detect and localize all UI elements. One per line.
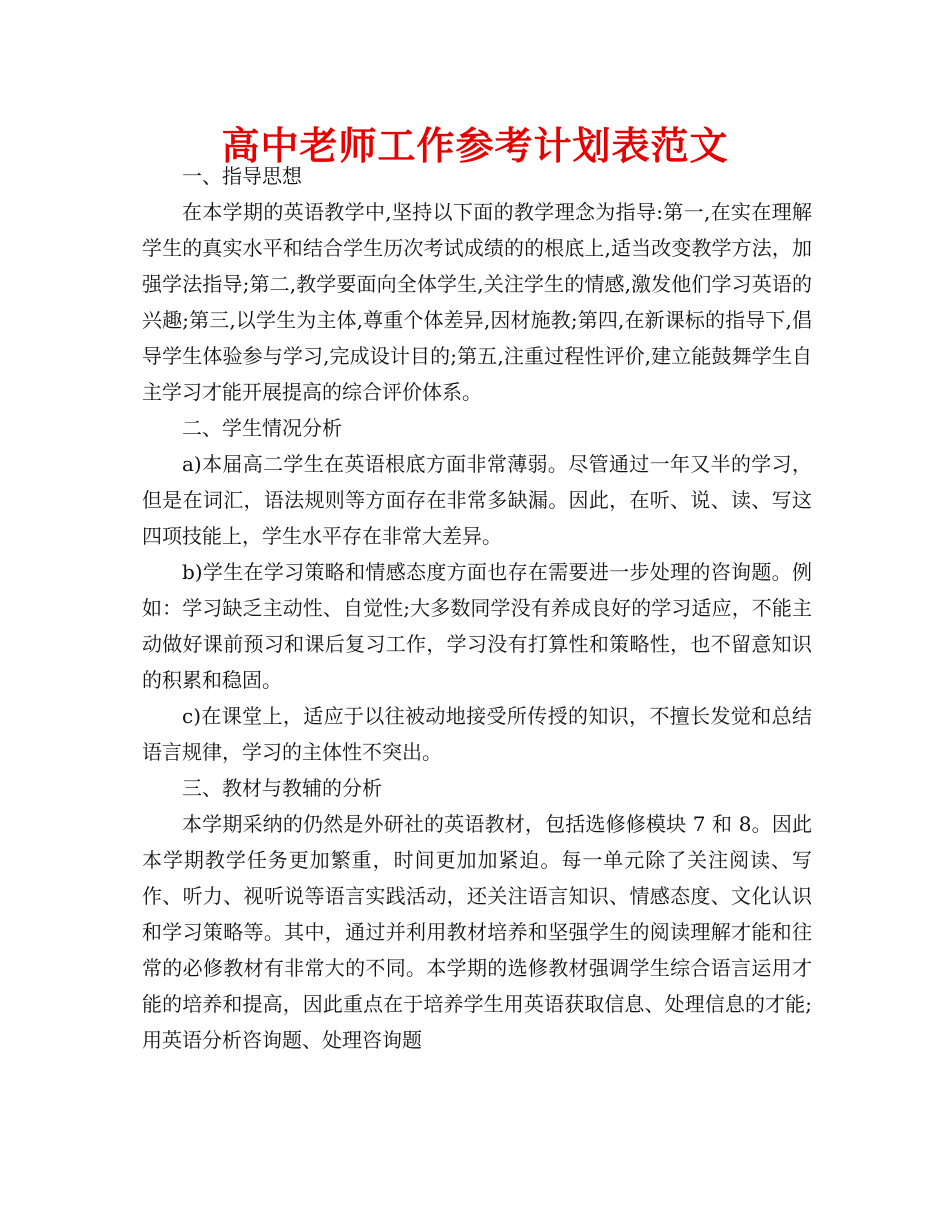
document-body: [142, 158, 812, 1058]
section-heading-textbook-analysis: 三、教材与教辅的分析: [182, 776, 382, 800]
document-title: 高中老师工作参考计划表范文: [221, 124, 729, 168]
section-heading-guiding-ideology: 一、指导思想: [182, 164, 302, 188]
paragraph-student-analysis-c: c)在课堂上，适应于以往被动地接受所传授的知识，不擅长发觉和总结语言规律，学习的主体性不突出。: [142, 704, 812, 764]
paragraph-textbook-analysis: 本学期采纳的仍然是外研社的英语教材，包括选修修模块 7 和 8。因此本学期教学任务更加繁重，时间更加加紧迫。每一单元除了关注阅读、写作、听力、视听说等语言实践活动，还关注语言知识、情感态度、文化认识和学习策略等。其中，通过并利用教材培养和坚强学生的阅读理解才能和往常的必修教材有非常大的不同。本学期的选修教材强调学生综合语言运用才能的培养和提高，因此重点在于培养学生用英语获取信息、处理信息的才能;用英语分析咨询题、处理咨询题: [142, 812, 812, 1052]
paragraph-guiding-ideology: 在本学期的英语教学中,坚持以下面的教学理念为指导:第一,在实在理解学生的真实水平和结合学生历次考试成绩的的根底上,适当改变教学方法，加强学法指导;第二,教学要面向全体学生,关注学生的情感,激发他们学习英语的兴趣;第三,以学生为主体,尊重个体差异,因材施教;第四,在新课标的指导下,倡导学生体验参与学习,完成设计目的;第五,注重过程性评价,建立能鼓舞学生自主学习才能开展提高的综合评价体系。: [142, 200, 812, 404]
paragraph-student-analysis-a: a)本届高二学生在英语根底方面非常薄弱。尽管通过一年又半的学习，但是在词汇，语法规则等方面存在非常多缺漏。因此，在听、说、读、写这四项技能上，学生水平存在非常大差异。: [142, 452, 812, 548]
paragraph-student-analysis-b: b)学生在学习策略和情感态度方面也存在需要进一步处理的咨询题。例如：学习缺乏主动性、自觉性;大多数同学没有养成良好的学习适应，不能主动做好课前预习和课后复习工作，学习没有打算性和策略性，也不留意知识的积累和稳固。: [142, 560, 812, 692]
section-heading-student-analysis: 二、学生情况分析: [182, 416, 342, 440]
